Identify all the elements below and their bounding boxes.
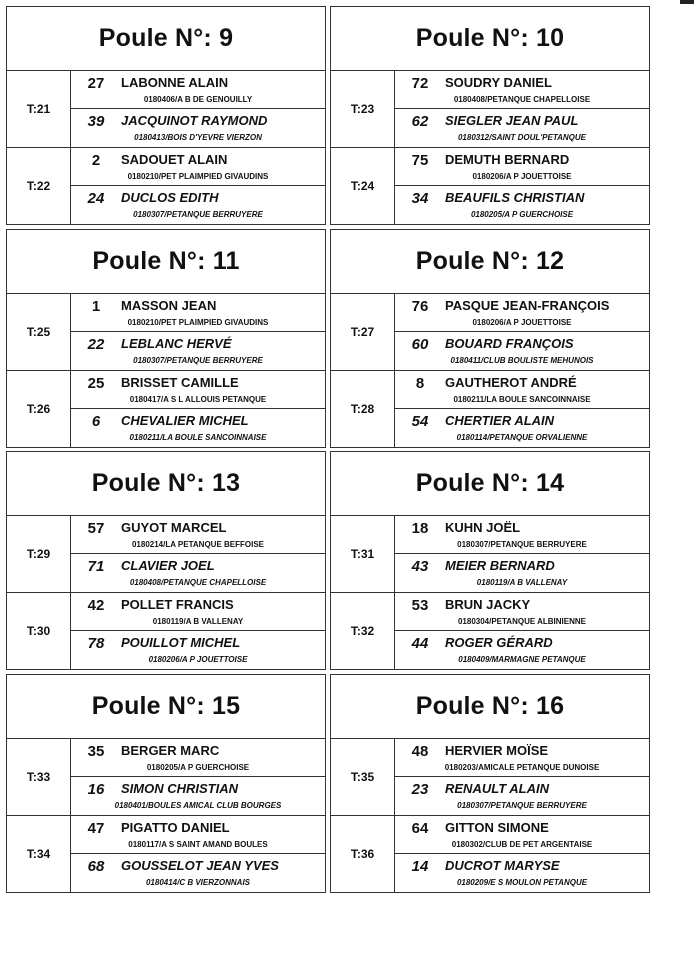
player-club: 0180414/C B VIERZONNAIS [145, 878, 251, 887]
table-number: T:22 [7, 148, 71, 224]
player-club: 0180401/BOULES AMICAL CLUB BOURGES [114, 801, 282, 810]
player-name: LEBLANC HERVÉ [121, 336, 232, 351]
player-number: 27 [87, 75, 105, 92]
player-name: BERGER MARC [121, 743, 220, 758]
player-club: 0180413/BOIS D'YEVRE VIERZON [134, 133, 262, 142]
player-number: 62 [411, 113, 429, 130]
player-name: GAUTHEROT ANDRÉ [445, 375, 577, 390]
player-number: 8 [415, 375, 425, 392]
player-entry [395, 294, 649, 332]
poule-block [6, 229, 326, 448]
table-number: T:26 [7, 371, 71, 447]
poule-block [330, 674, 650, 893]
player-entry [71, 148, 325, 186]
table-number: T:27 [331, 294, 395, 370]
player-number: 53 [411, 597, 429, 614]
player-club: 0180117/A S SAINT AMAND BOULES [128, 840, 268, 849]
poule-title: Poule N°: 13 [7, 452, 325, 516]
match-row [7, 294, 325, 371]
match-row [331, 148, 649, 224]
match-row [7, 593, 325, 669]
player-entry [71, 516, 325, 554]
player-club: 0180408/PETANQUE CHAPELLOISE [453, 95, 591, 104]
player-name: SIEGLER JEAN PAUL [445, 113, 579, 128]
player-entry [71, 631, 325, 669]
player-number: 64 [411, 820, 429, 837]
player-club: 0180209/E S MOULON PETANQUE [456, 878, 588, 887]
player-name: GITTON SIMONE [445, 820, 549, 835]
player-number: 18 [411, 520, 429, 537]
poule-title: Poule N°: 14 [331, 452, 649, 516]
player-entry [395, 332, 649, 370]
player-club: 0180408/PETANQUE CHAPELLOISE [129, 578, 267, 587]
player-number: 2 [91, 152, 101, 169]
player-number: 24 [87, 190, 105, 207]
player-name: RENAULT ALAIN [445, 781, 549, 796]
table-number: T:25 [7, 294, 71, 370]
player-number: 57 [87, 520, 105, 537]
player-name: BEAUFILS CHRISTIAN [445, 190, 585, 205]
poule-title: Poule N°: 10 [331, 7, 649, 71]
poule-block [330, 6, 650, 225]
player-club: 0180302/CLUB DE PET ARGENTAISE [451, 840, 593, 849]
player-number: 54 [411, 413, 429, 430]
player-entry [395, 186, 649, 224]
player-club: 0180406/A B DE GENOUILLY [143, 95, 253, 104]
player-club: 0180205/A P GUERCHOISE [470, 210, 574, 219]
player-club: 0180206/A P JOUETTOISE [472, 172, 572, 181]
player-name: LABONNE ALAIN [121, 75, 229, 90]
player-number: 71 [87, 558, 105, 575]
player-entry [395, 854, 649, 892]
player-number: 68 [87, 858, 105, 875]
player-number: 34 [411, 190, 429, 207]
player-entry [395, 409, 649, 447]
player-number: 75 [411, 152, 429, 169]
player-club: 0180411/CLUB BOULISTE MEHUNOIS [450, 356, 594, 365]
player-club: 0180307/PETANQUE BERRUYERE [133, 356, 263, 365]
player-number: 39 [87, 113, 105, 130]
player-club: 0180312/SAINT DOUL'PETANQUE [457, 133, 586, 142]
match-row [331, 739, 649, 816]
table-number: T:36 [331, 816, 395, 892]
match-row [7, 516, 325, 593]
poule-title: Poule N°: 11 [7, 230, 325, 294]
player-entry [395, 148, 649, 186]
poule-title: Poule N°: 15 [7, 675, 325, 739]
poule-block [6, 451, 326, 670]
player-entry [71, 71, 325, 109]
match-row [331, 294, 649, 371]
player-number: 14 [411, 858, 429, 875]
player-entry [71, 816, 325, 854]
player-number: 35 [87, 743, 105, 760]
poule-block [6, 6, 326, 225]
match-row [331, 516, 649, 593]
player-number: 25 [87, 375, 105, 392]
player-name: BRUN JACKY [445, 597, 531, 612]
player-club: 0180417/A S L ALLOUIS PETANQUE [129, 395, 267, 404]
player-name: GUYOT MARCEL [121, 520, 227, 535]
player-club: 0180211/LA BOULE SANCOINNAISE [129, 433, 267, 442]
player-entry [395, 109, 649, 147]
player-club: 0180307/PETANQUE BERRUYERE [133, 210, 263, 219]
player-club: 0180119/A B VALLENAY [152, 617, 244, 626]
player-name: PIGATTO DANIEL [121, 820, 230, 835]
player-number: 76 [411, 298, 429, 315]
match-row [7, 371, 325, 447]
player-number: 42 [87, 597, 105, 614]
player-number: 6 [91, 413, 101, 430]
player-number: 72 [411, 75, 429, 92]
player-name: POLLET FRANCIS [121, 597, 234, 612]
table-number: T:21 [7, 71, 71, 147]
player-name: JACQUINOT RAYMOND [121, 113, 268, 128]
table-number: T:32 [331, 593, 395, 669]
player-number: 1 [91, 298, 101, 315]
player-name: MASSON JEAN [121, 298, 217, 313]
table-number: T:30 [7, 593, 71, 669]
table-number: T:35 [331, 739, 395, 815]
match-row [331, 371, 649, 447]
player-club: 0180304/PETANQUE ALBINIENNE [457, 617, 587, 626]
player-club: 0180307/PETANQUE BERRUYERE [457, 540, 587, 549]
match-row [331, 816, 649, 892]
player-number: 43 [411, 558, 429, 575]
match-row [331, 71, 649, 148]
player-entry [395, 554, 649, 592]
poule-title: Poule N°: 9 [7, 7, 325, 71]
match-row [331, 593, 649, 669]
player-name: GOUSSELOT JEAN YVES [121, 858, 279, 873]
player-entry [71, 739, 325, 777]
player-club: 0180205/A P GUERCHOISE [146, 763, 250, 772]
player-entry [71, 409, 325, 447]
player-entry [395, 516, 649, 554]
player-name: BRISSET CAMILLE [121, 375, 239, 390]
player-entry [395, 71, 649, 109]
poule-block [330, 451, 650, 670]
player-club: 0180214/LA PETANQUE BEFFOISE [131, 540, 265, 549]
player-name: BOUARD FRANÇOIS [445, 336, 574, 351]
table-number: T:31 [331, 516, 395, 592]
player-number: 48 [411, 743, 429, 760]
player-club: 0180210/PET PLAIMPIED GIVAUDINS [127, 172, 269, 181]
table-number: T:28 [331, 371, 395, 447]
player-name: CHEVALIER MICHEL [121, 413, 249, 428]
player-entry [395, 371, 649, 409]
player-name: DUCROT MARYSE [445, 858, 560, 873]
player-number: 60 [411, 336, 429, 353]
player-entry [395, 777, 649, 815]
match-row [7, 739, 325, 816]
player-entry [395, 631, 649, 669]
table-number: T:34 [7, 816, 71, 892]
player-club: 0180119/A B VALLENAY [476, 578, 568, 587]
player-name: ROGER GÉRARD [445, 635, 553, 650]
player-entry [395, 739, 649, 777]
table-number: T:33 [7, 739, 71, 815]
player-club: 0180206/A P JOUETTOISE [472, 318, 572, 327]
player-entry [395, 593, 649, 631]
player-club: 0180211/LA BOULE SANCOINNAISE [453, 395, 591, 404]
player-entry [71, 554, 325, 592]
player-name: DUCLOS EDITH [121, 190, 219, 205]
player-club: 0180307/PETANQUE BERRUYERE [457, 801, 587, 810]
player-name: CHERTIER ALAIN [445, 413, 555, 428]
table-number: T:29 [7, 516, 71, 592]
player-name: CLAVIER JOEL [121, 558, 215, 573]
player-club: 0180206/A P JOUETTOISE [148, 655, 248, 664]
poule-title: Poule N°: 16 [331, 675, 649, 739]
player-number: 47 [87, 820, 105, 837]
player-entry [395, 816, 649, 854]
match-row [7, 816, 325, 892]
poule-block [330, 229, 650, 448]
player-number: 23 [411, 781, 429, 798]
player-entry [71, 371, 325, 409]
player-club: 0180409/MARMAGNE PETANQUE [458, 655, 586, 664]
player-name: SADOUET ALAIN [121, 152, 228, 167]
table-number: T:23 [331, 71, 395, 147]
player-name: PASQUE JEAN-FRANÇOIS [445, 298, 610, 313]
player-name: SIMON CHRISTIAN [121, 781, 238, 796]
player-number: 22 [87, 336, 105, 353]
player-name: SOUDRY DANIEL [445, 75, 552, 90]
scan-corner-mark [680, 0, 694, 4]
player-club: 0180114/PETANQUE ORVALIENNE [456, 433, 588, 442]
player-name: KUHN JOËL [445, 520, 521, 535]
player-entry [71, 854, 325, 892]
player-number: 78 [87, 635, 105, 652]
player-entry [71, 593, 325, 631]
match-row [7, 148, 325, 224]
player-entry [71, 109, 325, 147]
player-name: DEMUTH BERNARD [445, 152, 570, 167]
player-entry [71, 186, 325, 224]
player-entry [71, 777, 325, 815]
player-name: POUILLOT MICHEL [121, 635, 241, 650]
player-entry [71, 294, 325, 332]
player-number: 16 [87, 781, 105, 798]
player-club: 0180210/PET PLAIMPIED GIVAUDINS [127, 318, 269, 327]
player-name: HERVIER MOÏSE [445, 743, 549, 758]
poule-block [6, 674, 326, 893]
poule-title: Poule N°: 12 [331, 230, 649, 294]
player-name: MEIER BERNARD [445, 558, 555, 573]
player-entry [71, 332, 325, 370]
player-club: 0180203/AMICALE PETANQUE DUNOISE [444, 763, 600, 772]
table-number: T:24 [331, 148, 395, 224]
player-number: 44 [411, 635, 429, 652]
match-row [7, 71, 325, 148]
